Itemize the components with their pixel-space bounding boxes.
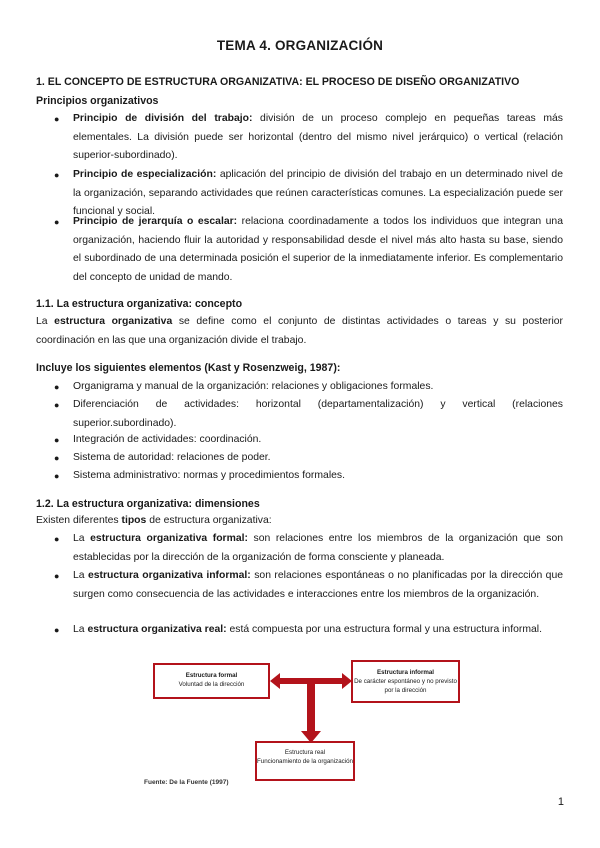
text: se define como el conjunto de distintas actividades o tareas y su posterior coordinación en las que una organización divide el trabajo.: [36, 316, 563, 346]
paragraph: [36, 512, 563, 531]
list-item: [54, 467, 563, 486]
bullet-icon: ●: [54, 170, 60, 180]
list-item: [54, 213, 563, 287]
list-text: Organigrama y manual de la organización: relaciones y obligaciones formales.: [73, 381, 434, 392]
bullet-icon: ●: [54, 453, 60, 463]
definition: relaciona coordinadamente a todos los individuos que integran una organización, haciendo fluir la autoridad y responsabilidad desde el nivel más alto hasta su base, siendo el subordinado de una determinada posición el superior de la inmediatamente inferior. Es complementario del concepto de unidad de mando.: [73, 216, 563, 283]
definition: son relaciones entre los miembros de la organización que son establecidas por la dirección de la organización de forma consciente y planeada.: [73, 533, 564, 563]
list-text: Diferenciación de actividades: horizontal (departamentalización) y vertical (relaciones superior.subordinado).: [73, 399, 563, 429]
box-subtitle: Funcionamiento de la organización: [257, 758, 353, 765]
page-number: 1: [557, 796, 564, 808]
text: de estructura organizativa:: [146, 515, 272, 526]
definition: está compuesta por una estructura formal y una estructura informal.: [226, 624, 542, 635]
text: La: [73, 570, 88, 581]
list-item: [54, 110, 563, 166]
text: La: [36, 316, 55, 327]
down-arrow-icon: [301, 684, 321, 743]
bullet-icon: ●: [54, 571, 60, 581]
section-1-heading: 1. EL CONCEPTO DE ESTRUCTURA ORGANIZATIVA: EL PROCESO DE DISEÑO ORGANIZATIVO: [36, 76, 520, 88]
section-1-1-heading: 1.1. La estructura organizativa: concepto: [36, 298, 243, 310]
term: estructura organizativa informal:: [88, 570, 251, 581]
list-item: [54, 396, 563, 433]
term: estructura organizativa formal:: [90, 533, 248, 544]
bullet-icon: ●: [54, 534, 60, 544]
list-item: [54, 449, 563, 468]
elements-heading: Incluye los siguientes elementos (Kast y Rosenzweig, 1987):: [36, 362, 341, 374]
term: Principio de jerarquía o escalar:: [73, 216, 238, 227]
box-title: Estructura real: [284, 749, 326, 756]
list-text: Sistema de autoridad: relaciones de poder.: [73, 452, 271, 463]
relation-arrows: [270, 665, 352, 743]
term: tipos: [121, 515, 147, 526]
term: estructura organizativa: [54, 316, 173, 327]
real-structure-box: [255, 741, 355, 781]
bullet-icon: ●: [54, 435, 60, 445]
list-item: [54, 431, 563, 450]
bullet-icon: ●: [54, 471, 60, 481]
list-text: Integración de actividades: coordinación.: [73, 434, 262, 445]
informal-structure-box: [351, 660, 460, 703]
term: estructura organizativa real:: [87, 624, 227, 635]
figure-source: Fuente: De la Fuente (1997): [144, 779, 229, 786]
list-text: Sistema administrativo: normas y procedimientos formales.: [73, 470, 345, 481]
bullet-icon: ●: [54, 382, 60, 392]
bullet-icon: ●: [54, 625, 60, 635]
text: La: [73, 624, 88, 635]
text: Existen diferentes: [36, 515, 122, 526]
box-title: Estructura formal: [185, 672, 238, 679]
definition: división de un proceso complejo en pequeñas tareas más elementales. La división puede ser horizontal (dentro del mismo nivel jerárquico) o vertical (relación superior-subordinado).: [73, 113, 563, 162]
list-item: [54, 530, 564, 567]
definition: son relaciones espontáneas o no planificadas por la dirección que surgen como consecuencia de las actividades e interacciones entre los miembros de la organización.: [73, 570, 564, 600]
list-item: [54, 378, 563, 397]
box-title: Estructura informal: [376, 669, 435, 676]
definition: aplicación del principio de división del trabajo en un determinado nivel de la organización, separando actividades que reúnen características comunes. La especialización puede ser funcional y social.: [73, 169, 563, 218]
box-subtitle: De carácter espontáneo y no previsto por la dirección: [354, 678, 457, 694]
paragraph: [36, 313, 563, 350]
formal-structure-box: [153, 663, 270, 699]
list-item: [54, 567, 564, 604]
term: Principio de división del trabajo:: [73, 113, 253, 124]
section-1-2-heading: 1.2. La estructura organizativa: dimensiones: [36, 498, 260, 510]
list-item: [54, 621, 563, 640]
principles-subheading: Principios organizativos: [36, 95, 159, 107]
bullet-icon: ●: [54, 217, 60, 227]
page-title: TEMA 4. ORGANIZACIÓN: [216, 38, 384, 53]
bullet-icon: ●: [54, 400, 60, 410]
text: La: [73, 533, 91, 544]
bullet-icon: ●: [54, 114, 60, 124]
box-subtitle: Voluntad de la dirección: [178, 681, 245, 688]
term: Principio de especialización:: [73, 169, 217, 180]
